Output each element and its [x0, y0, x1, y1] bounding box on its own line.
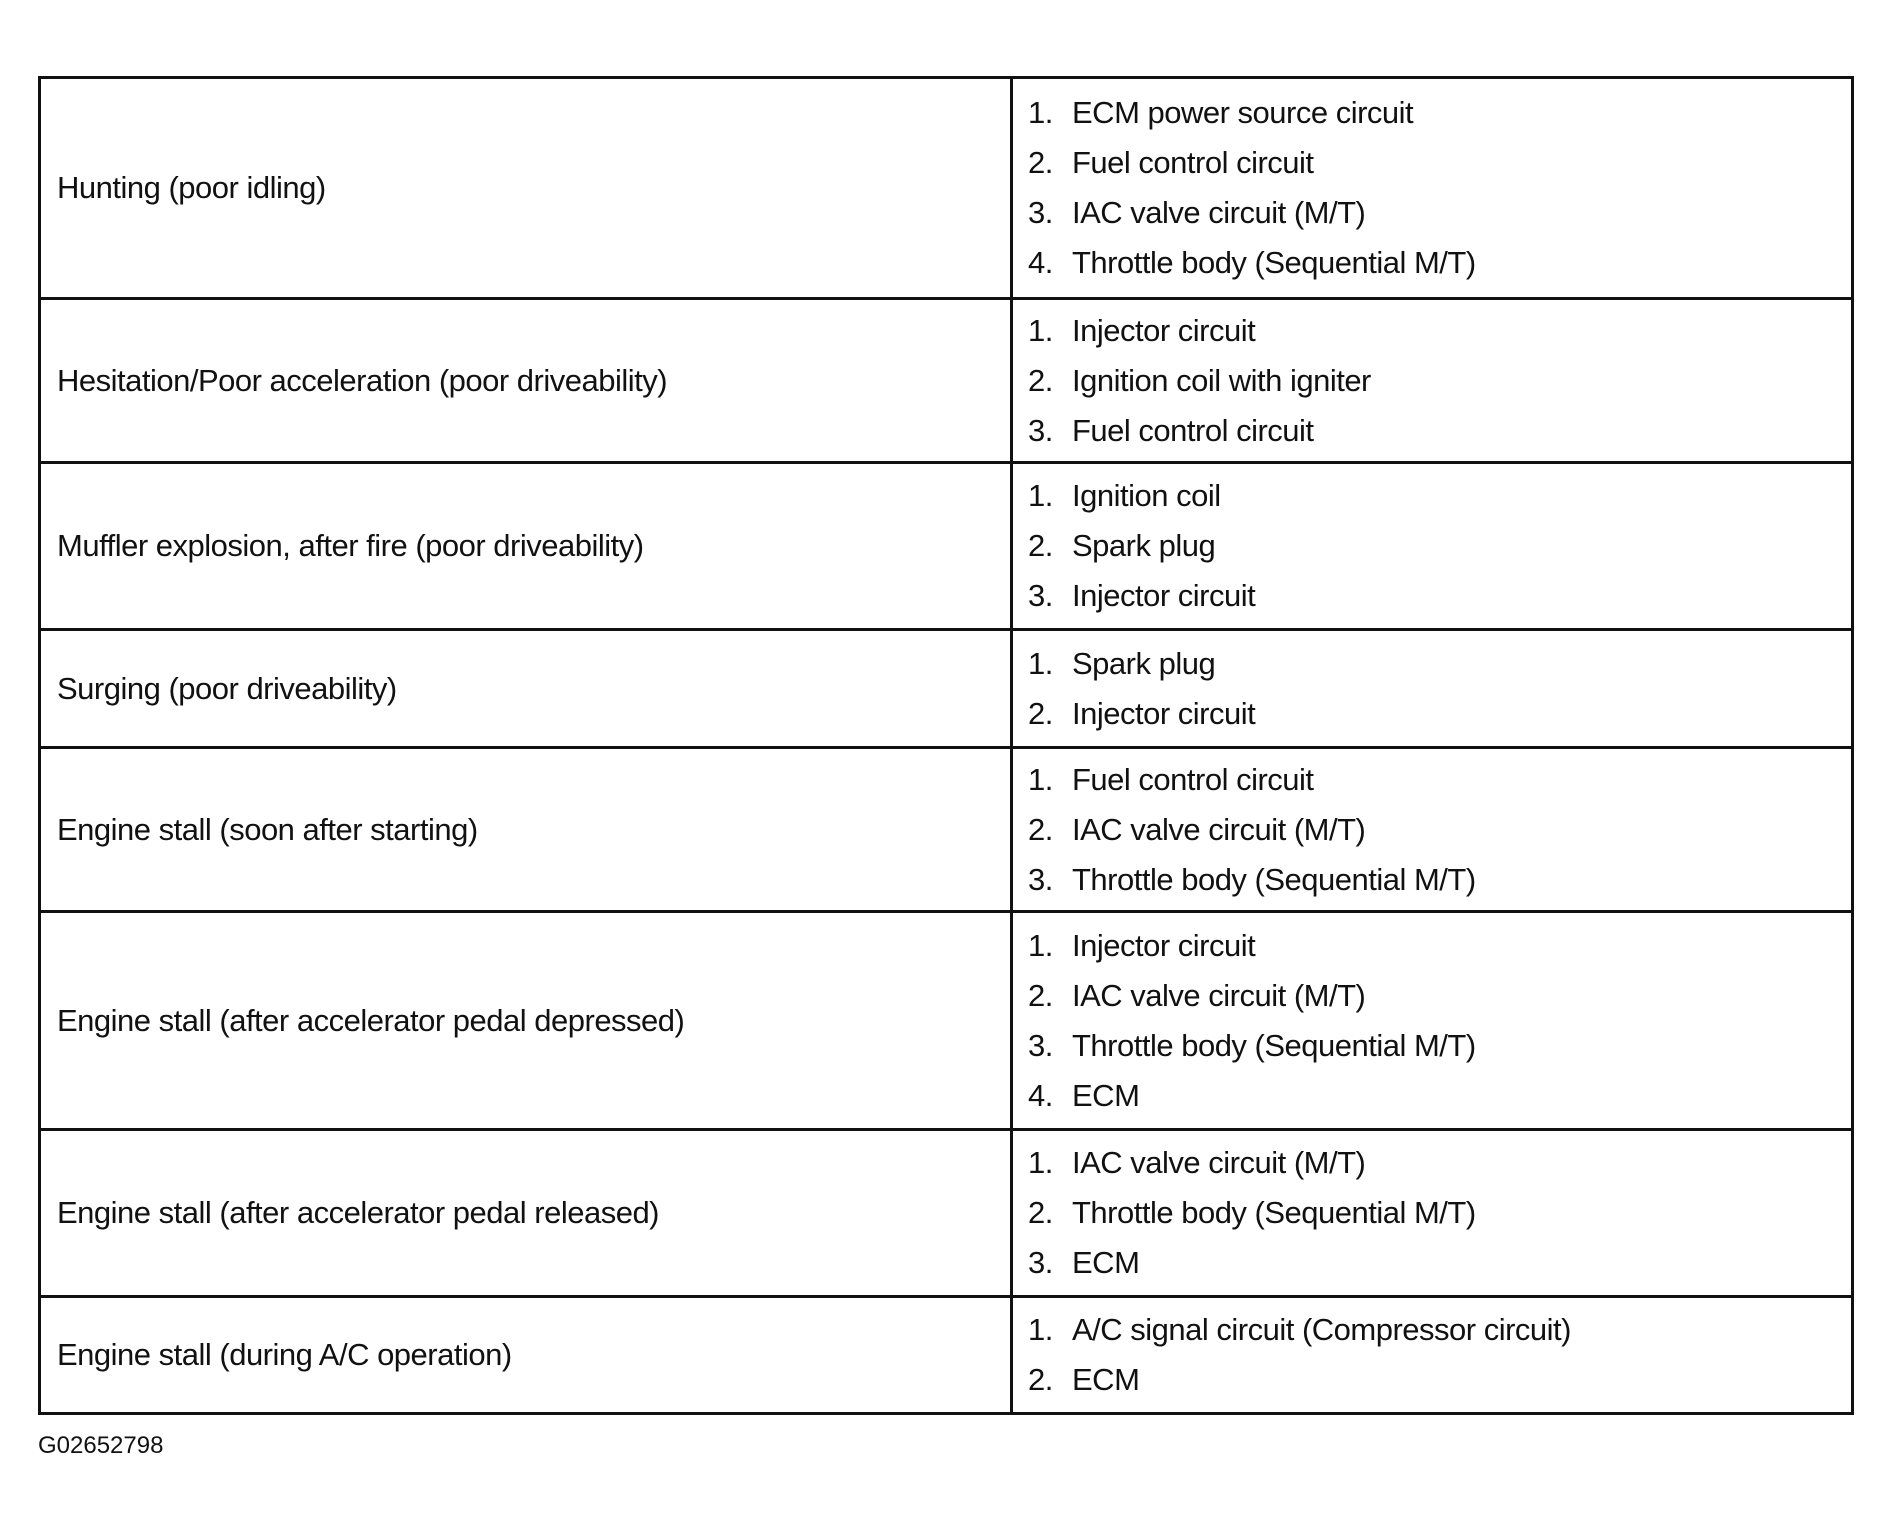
symptom-cell: Engine stall (after accelerator pedal released) — [40, 1130, 1012, 1297]
item-number: 1. — [1028, 1312, 1053, 1347]
table-row — [40, 463, 1853, 630]
list-item — [1028, 1238, 1851, 1288]
table-row — [40, 748, 1853, 912]
item-number: 3. — [1028, 578, 1053, 613]
item-text: Injector circuit — [1072, 695, 1256, 731]
item-number: 4. — [1028, 245, 1053, 280]
list-item — [1028, 1188, 1851, 1238]
cause-list — [1028, 755, 1851, 905]
item-text: Ignition coil — [1072, 478, 1221, 513]
item-number: 3. — [1028, 195, 1053, 230]
cause-list — [1028, 306, 1851, 456]
item-text: IAC valve circuit (M/T) — [1072, 811, 1366, 847]
item-text: Spark plug — [1072, 528, 1216, 563]
item-number: 2. — [1028, 528, 1053, 563]
table-row — [40, 912, 1853, 1130]
list-item — [1028, 1138, 1851, 1188]
list-item — [1028, 971, 1851, 1021]
item-text: Throttle body (Sequential M/T) — [1072, 245, 1476, 280]
item-number: 2. — [1028, 1362, 1053, 1397]
cause-list — [1028, 921, 1851, 1121]
diagnosis-table — [38, 76, 1854, 1415]
item-text: A/C signal circuit (Compressor circuit) — [1072, 1312, 1571, 1347]
item-text: IAC valve circuit (M/T) — [1072, 1145, 1366, 1180]
list-item — [1028, 306, 1851, 356]
symptom-cell: Hunting (poor idling) — [40, 78, 1012, 299]
symptom-cell: Engine stall (during A/C operation) — [40, 1297, 1012, 1414]
item-number: 1. — [1028, 95, 1053, 130]
symptom-cell: Muffler explosion, after fire (poor driveability) — [40, 463, 1012, 630]
item-text: ECM — [1072, 1077, 1140, 1113]
list-item — [1028, 855, 1851, 905]
list-item — [1028, 689, 1851, 739]
causes-cell — [1012, 1130, 1853, 1297]
item-text: Throttle body (Sequential M/T) — [1072, 1027, 1476, 1063]
item-number: 3. — [1028, 1027, 1053, 1063]
list-item — [1028, 1071, 1851, 1121]
list-item — [1028, 1305, 1851, 1355]
table-row — [40, 299, 1853, 463]
list-item — [1028, 921, 1851, 971]
item-number: 2. — [1028, 1195, 1053, 1230]
item-text: ECM power source circuit — [1072, 95, 1414, 130]
item-text: Injector circuit — [1072, 578, 1256, 613]
item-number: 3. — [1028, 412, 1053, 448]
list-item — [1028, 805, 1851, 855]
item-number: 2. — [1028, 977, 1053, 1013]
item-number: 1. — [1028, 478, 1053, 513]
item-text: Throttle body (Sequential M/T) — [1072, 861, 1476, 897]
table-row — [40, 1297, 1853, 1414]
cause-list — [1028, 1305, 1851, 1405]
list-item — [1028, 521, 1851, 571]
cause-list — [1028, 471, 1851, 621]
list-item — [1028, 471, 1851, 521]
item-number: 3. — [1028, 1245, 1053, 1280]
item-text: Injector circuit — [1072, 312, 1256, 348]
list-item — [1028, 406, 1851, 456]
item-number: 1. — [1028, 761, 1053, 797]
item-text: Injector circuit — [1072, 927, 1256, 963]
item-text: IAC valve circuit (M/T) — [1072, 195, 1366, 230]
symptom-cell: Engine stall (after accelerator pedal depressed) — [40, 912, 1012, 1130]
item-number: 1. — [1028, 1145, 1053, 1180]
cause-list — [1028, 88, 1851, 288]
item-text: Fuel control circuit — [1072, 761, 1314, 797]
item-number: 2. — [1028, 145, 1053, 180]
list-item — [1028, 755, 1851, 805]
symptom-cell: Engine stall (soon after starting) — [40, 748, 1012, 912]
item-number: 2. — [1028, 811, 1053, 847]
item-text: Spark plug — [1072, 645, 1216, 681]
item-text: Throttle body (Sequential M/T) — [1072, 1195, 1476, 1230]
causes-cell — [1012, 463, 1853, 630]
symptom-cell: Surging (poor driveability) — [40, 630, 1012, 748]
item-text: ECM — [1072, 1362, 1140, 1397]
item-number: 3. — [1028, 861, 1053, 897]
list-item — [1028, 188, 1851, 238]
list-item — [1028, 138, 1851, 188]
list-item — [1028, 639, 1851, 689]
causes-cell — [1012, 630, 1853, 748]
causes-cell — [1012, 299, 1853, 463]
causes-cell — [1012, 748, 1853, 912]
item-number: 1. — [1028, 927, 1053, 963]
item-text: ECM — [1072, 1245, 1140, 1280]
list-item — [1028, 238, 1851, 288]
table-row — [40, 78, 1853, 299]
item-number: 1. — [1028, 312, 1053, 348]
list-item — [1028, 88, 1851, 138]
item-text: IAC valve circuit (M/T) — [1072, 977, 1366, 1013]
item-text: Fuel control circuit — [1072, 412, 1314, 448]
causes-cell — [1012, 1297, 1853, 1414]
causes-cell — [1012, 78, 1853, 299]
cause-list — [1028, 639, 1851, 739]
table-row — [40, 1130, 1853, 1297]
item-number: 2. — [1028, 362, 1053, 398]
item-text: Fuel control circuit — [1072, 145, 1314, 180]
list-item — [1028, 1355, 1851, 1405]
list-item — [1028, 356, 1851, 406]
cause-list — [1028, 1138, 1851, 1288]
list-item — [1028, 571, 1851, 621]
list-item — [1028, 1021, 1851, 1071]
item-number: 4. — [1028, 1077, 1053, 1113]
figure-id: G02652798 — [38, 1432, 164, 1459]
item-number: 1. — [1028, 645, 1053, 681]
symptom-cell: Hesitation/Poor acceleration (poor driveability) — [40, 299, 1012, 463]
item-text: Ignition coil with igniter — [1072, 362, 1371, 398]
causes-cell — [1012, 912, 1853, 1130]
table-row — [40, 630, 1853, 748]
item-number: 2. — [1028, 695, 1053, 731]
